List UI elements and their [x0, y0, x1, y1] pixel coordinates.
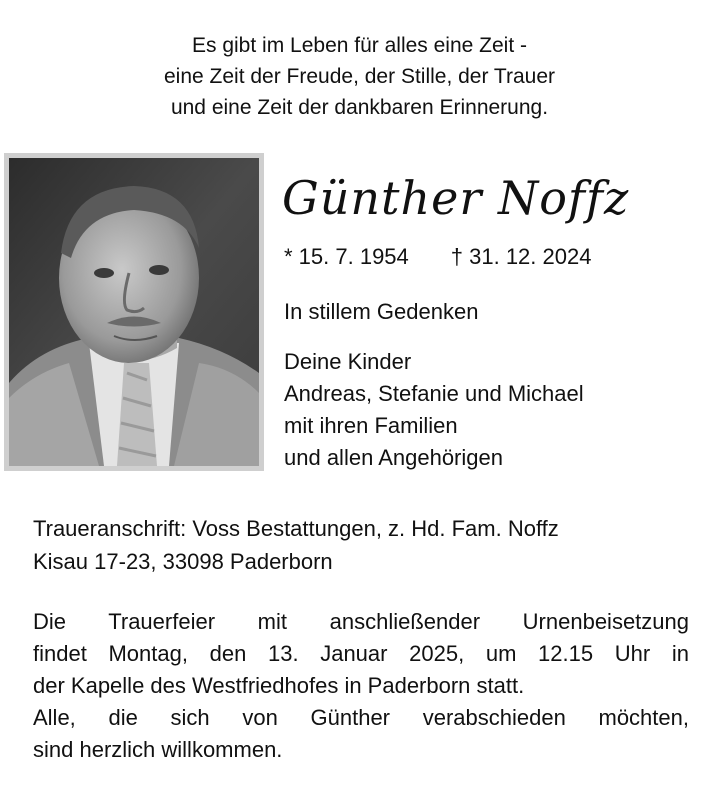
- portrait-frame: [4, 153, 264, 471]
- opening-quote: [0, 30, 719, 123]
- quote-line: eine Zeit der Freude, der Stille, der Trauer: [163, 65, 556, 88]
- ceremony-line: Die Trauerfeier mit anschließender Urnenbeisetzung: [33, 609, 689, 634]
- life-dates: [284, 242, 591, 272]
- mourners-line: und allen Angehörigen: [284, 445, 503, 470]
- portrait-photo: [9, 158, 259, 466]
- quote-line: Es gibt im Leben für alles eine Zeit -: [192, 34, 527, 57]
- mourning-address: [33, 512, 559, 578]
- portrait-illustration: [9, 158, 259, 466]
- ceremony-notice: [33, 606, 689, 766]
- death-date: † 31. 12. 2024: [450, 244, 592, 269]
- mourners-line: Andreas, Stefanie und Michael: [284, 381, 584, 406]
- birth-date: * 15. 7. 1954: [284, 244, 409, 269]
- ceremony-line: sind herzlich willkommen.: [33, 737, 283, 762]
- address-line: Kisau 17-23, 33098 Paderborn: [33, 549, 333, 574]
- mourners-line: Deine Kinder: [284, 349, 412, 374]
- mourners-list: [284, 346, 584, 474]
- ceremony-line: findet Montag, den 13. Januar 2025, um 12.15 Uhr in: [33, 641, 689, 666]
- ceremony-line: Alle, die sich von Günther verabschieden möchten,: [33, 705, 689, 730]
- quote-line: und eine Zeit der dankbaren Erinnerung.: [170, 96, 549, 119]
- ceremony-line: der Kapelle des Westfriedhofes in Paderborn statt.: [33, 673, 525, 698]
- memory-line: In stillem Gedenken: [284, 299, 479, 324]
- deceased-name: Günther Noffz: [282, 171, 630, 225]
- mourners-line: mit ihren Familien: [284, 413, 458, 438]
- address-line: Traueranschrift: Voss Bestattungen, z. Hd. Fam. Noffz: [33, 516, 559, 541]
